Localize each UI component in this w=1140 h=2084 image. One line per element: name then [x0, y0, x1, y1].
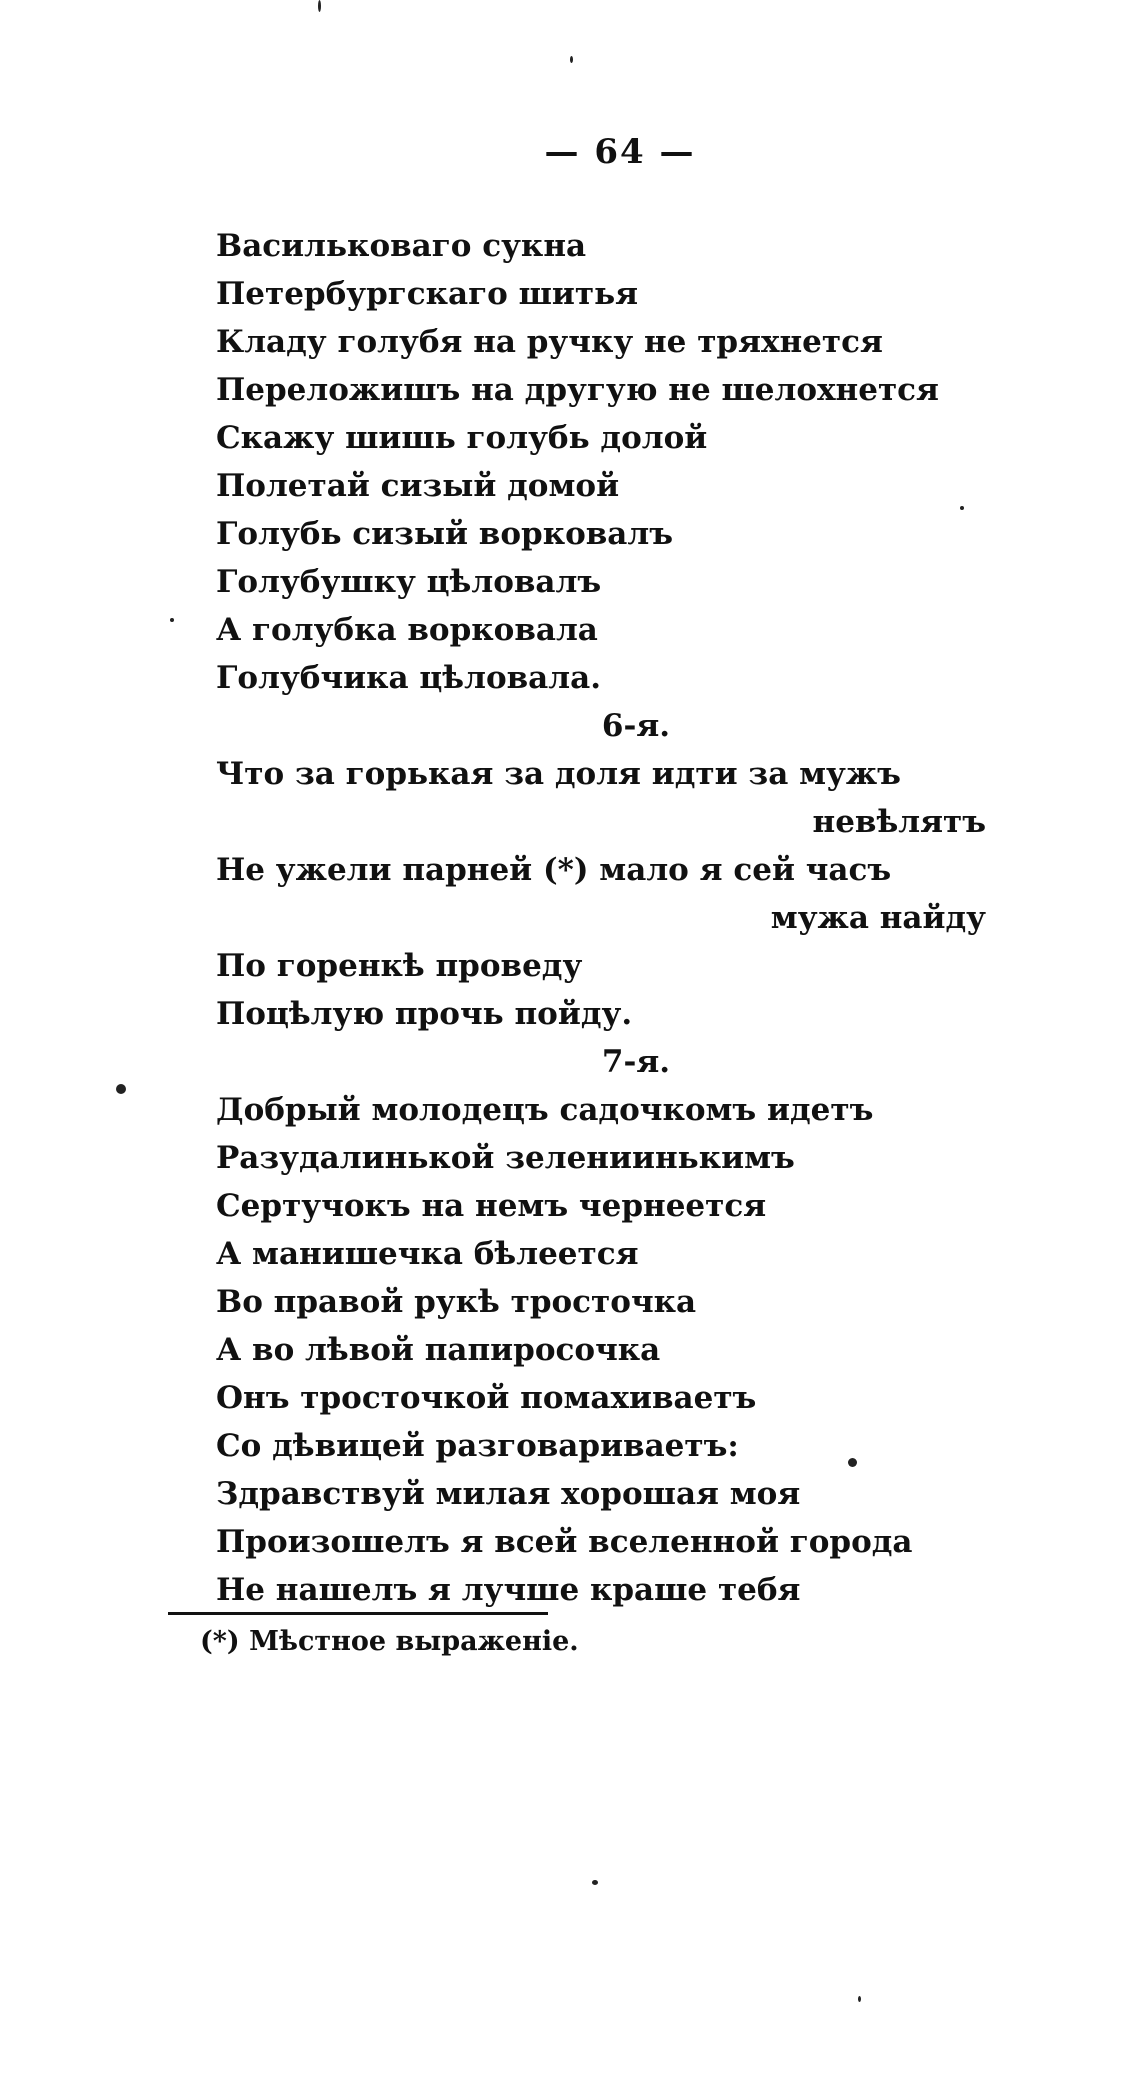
footnote-divider [168, 1612, 548, 1615]
poem-a [216, 222, 986, 702]
poem-line: Онъ тросточкой помахиваетъ [216, 1380, 757, 1416]
poem-line: А голубка ворковала [216, 612, 598, 648]
poem-line: Сертучокъ на немъ чернеется [216, 1188, 767, 1224]
page-number: — 64 — [544, 132, 696, 172]
poem-line: А во лѣвой папиросочка [216, 1332, 661, 1368]
scan-speck [170, 618, 174, 622]
poem-line: Произошелъ я всей вселенной города [216, 1524, 913, 1560]
poem-line: Разудалинькой зелениинькимъ [216, 1140, 795, 1176]
section-heading-6: 6-я. [601, 708, 671, 744]
poem-line: Поцѣлую прочь пойду. [216, 996, 633, 1032]
poem-line: Кладу голубя на ручку не тряхнется [216, 324, 883, 360]
poem-line: Голубчика цѣловала. [216, 660, 602, 696]
scan-speck [318, 0, 321, 12]
poem-line-continuation: невѣлятъ [812, 804, 986, 840]
scan-speck [848, 1458, 857, 1467]
poem-line: Не ужели парней (*) мало я сей часъ [216, 852, 892, 888]
poem-line: Васильковаго сукна [216, 228, 587, 264]
poem-line: Переложишъ на другую не шелохнется [216, 372, 939, 408]
poem-line: Что за горькая за доля идти за мужъ [216, 756, 901, 792]
scan-speck [858, 1996, 861, 2002]
scan-speck [960, 506, 964, 510]
poem-line-continuation: мужа найду [770, 900, 986, 936]
poem-line: А манишечка бѣлеется [216, 1236, 639, 1272]
poem-line: Полетай сизый домой [216, 468, 620, 504]
poem-line: Голубь сизый ворковалъ [216, 516, 674, 552]
scan-speck [592, 1880, 598, 1885]
scan-speck [116, 1084, 126, 1094]
poem-line: По горенкѣ проведу [216, 948, 583, 984]
poem-line: Добрый молодецъ садочкомъ идетъ [216, 1092, 874, 1128]
poem-7 [216, 1086, 986, 1614]
section-heading-7: 7-я. [601, 1044, 671, 1080]
poem-line: Не нашелъ я лучше краше тебя [216, 1572, 801, 1608]
poem-line: Со дѣвицей разговариваетъ: [216, 1428, 739, 1464]
poem-line: Голубушку цѣловалъ [216, 564, 602, 600]
poem-line: Во правой рукѣ тросточка [216, 1284, 697, 1320]
footnote: (*) Мѣстное выраженіе. [200, 1626, 579, 1657]
poem-line: Петербургскаго шитья [216, 276, 639, 312]
poem-text [216, 222, 986, 1614]
poem-6 [216, 750, 986, 1038]
poem-line: Скажу шишь голубь долой [216, 420, 708, 456]
poem-line: Здравствуй милая хорошая моя [216, 1476, 801, 1512]
scan-speck [570, 56, 573, 63]
